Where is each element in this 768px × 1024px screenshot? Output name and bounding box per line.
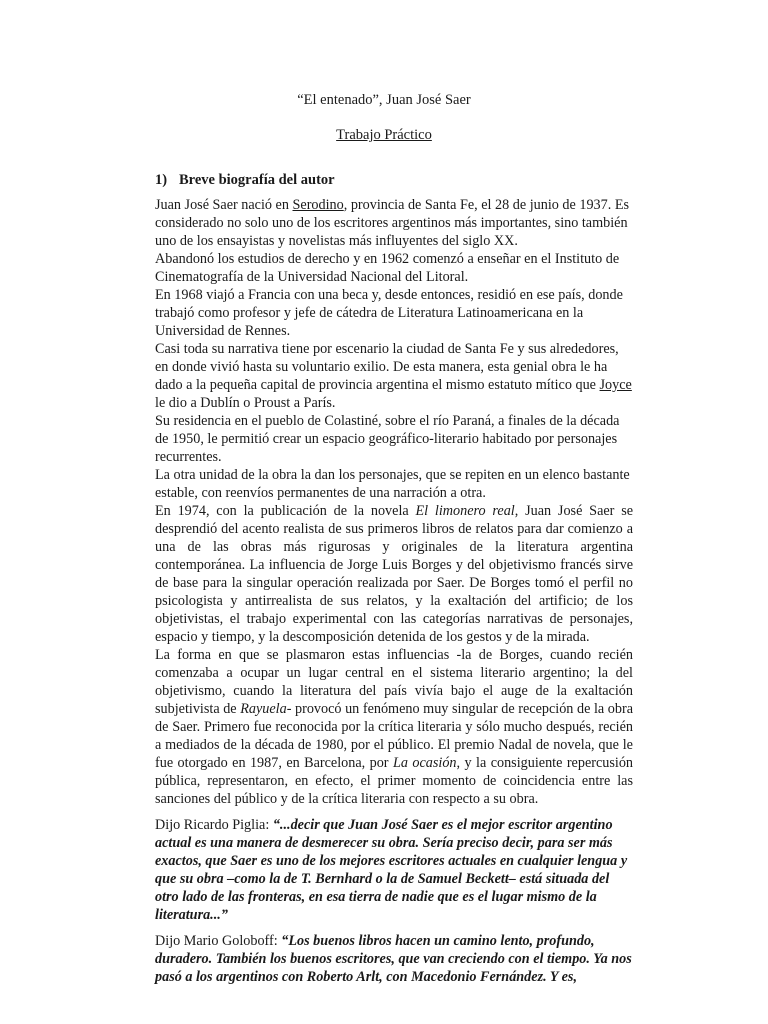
paragraph-text: le dio a Dublín o Proust a París. [155,395,336,411]
quote-text: “...decir que Juan José Saer es el mejor escritor argentino actual es una manera de desmerecer su obra. Sería preciso decir, para ser más exactos, que Saer es uno de los mejores escritores actuales en cualquier lengua y que su obra –como la de T. Bernhard o la de Samuel Beckett– está situada del otro lado de las fronteras, en esa tierra de nadie que es el lugar mismo de la literatura...” [155,817,628,923]
joyce-link[interactable]: Joyce [599,377,632,393]
document-body [155,196,633,986]
document-subtitle: Trabajo Práctico [336,127,432,143]
paragraph-characters: La otra unidad de la obra la dan los personajes, que se repiten en un elenco bastante estable, con reenvíos permanentes de una narración a otra. [155,467,630,501]
quote-piglia [155,816,633,924]
section-heading [155,172,335,189]
book-title-ocasion: La ocasión [392,755,457,771]
quote-goloboff [155,932,633,986]
paragraph-colastine: Su residencia en el pueblo de Colastiné, sobre el río Paraná, a finales de la década de 1950, le permitió crear un espacio geográfico-literario habitado por personajes recurrentes. [155,413,620,465]
quote-intro: Dijo Ricardo Piglia: [155,817,273,833]
paragraph-text: Casi toda su narrativa tiene por escenario la ciudad de Santa Fe y sus alrededores, en donde vivió hasta su voluntario exilio. De esta manera, esta genial obra le ha dado a la pequeña capital de provincia argentina el mismo estatuto mítico que [155,341,619,393]
section-number: 1) [155,172,168,188]
paragraph-text: En 1974, con la publicación de la novela [155,503,416,519]
document-title: “El entenado”, Juan José Saer [297,92,471,108]
book-title-limonero: El limonero real [415,503,515,519]
paragraph-text: Juan José Saer nació en [155,197,293,213]
paragraph-text: - provocó un fenómeno muy singular de recepción de la obra de Saer. Primero fue reconocida por la crítica literaria y sólo mucho después, recién a mediados de la década de 1980, por el público. El premio Nadal de novela, que le fue otorgado en 1987, en Barcelona, por [155,701,633,771]
paragraph-studies: Abandonó los estudios de derecho y en 1962 comenzó a enseñar en el Instituto de Cinematografía de la Universidad Nacional del Litoral. [155,251,620,285]
paragraph-limonero [155,502,633,646]
quote-intro: Dijo Mario Goloboff: [155,933,282,949]
book-title-rayuela: Rayuela [240,701,287,717]
serodino-link[interactable]: Serodino [292,197,344,213]
quote-text: “Los buenos libros hacen un camino lento, profundo, duradero. También los buenos escritores, que van creciendo con el tiempo. Ya nos pasó a los argentinos con Roberto Arlt, con Macedonio Fernández. Y es, [155,933,632,985]
paragraph-birth [155,196,633,250]
paragraph-santa-fe [155,340,633,412]
paragraph-text: , provincia de Santa Fe, el 28 de junio de 1937. Es considerado no solo uno de los escritores argentinos más importantes, sino también uno de los ensayistas y novelistas más influyentes del siglo XX. [155,197,630,249]
paragraph-text: , Juan José Saer se desprendió del acento realista de sus primeros libros de relatos para dar comienzo a una de las obras más rigurosas y originales de la literatura argentina contemporánea. La influencia de Jorge Luis Borges y del objetivismo francés sirve de base para la singular operación realizada por Saer. De Borges tomó el perfil no psicologista y antirrealista de sus relatos, y la exaltación del artificio; de los objetivistas, el trabajo experimental con las categorías narrativas de personajes, espacio y tiempo, y la descomposición detenida de los gestos y de la mirada. [155,503,634,645]
section-heading-text: Breve biografía del autor [179,172,335,188]
paragraph-france: En 1968 viajó a Francia con una beca y, desde entonces, residió en ese país, donde trabajó como profesor y jefe de cátedra de Literatura Latinoamericana en la Universidad de Rennes. [155,287,623,339]
paragraph-text: , y la consiguiente repercusión pública, representaron, en efecto, el primer momento de coincidencia entre las sanciones del público y de la crítica literaria con respecto a su obra. [155,755,634,807]
paragraph-reception [155,646,633,808]
paragraph-text: La forma en que se plasmaron estas influencias -la de Borges, cuando recién comenzaba a ocupar un lugar central en el sistema literario argentino; la del objetivismo, cuando la literatura del país vivía bajo el auge de la exaltación subjetivista de [155,647,633,717]
